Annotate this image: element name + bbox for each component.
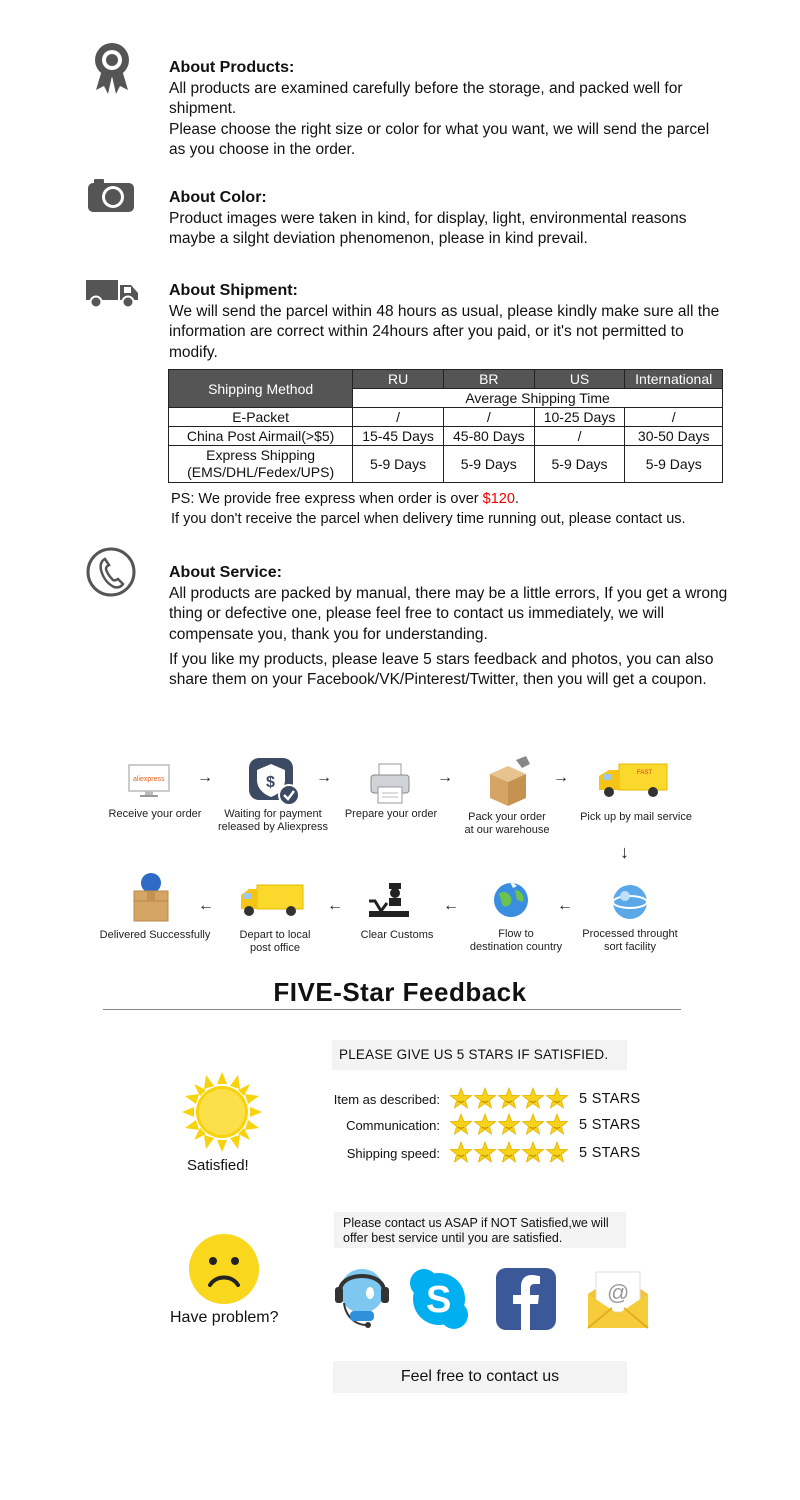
customs-icon <box>367 881 411 924</box>
products-title: About Products: <box>169 59 295 76</box>
star-icon <box>499 1114 520 1134</box>
star-icon <box>523 1088 544 1108</box>
rating-value: 5 STARS <box>579 1145 641 1161</box>
step-waiting-payment <box>208 808 338 834</box>
step-flow-destination <box>451 928 581 954</box>
table-cell: 5-9 Days <box>534 446 625 483</box>
monitor-icon <box>128 764 170 803</box>
products-line-1: All products are examined carefully before the storage, and packed well for shipment. <box>169 80 683 118</box>
delivery-truck-icon <box>597 762 669 805</box>
email-icon[interactable] <box>586 1268 650 1335</box>
shipment-title: About Shipment: <box>169 282 298 299</box>
products-text <box>169 79 729 160</box>
feedback-title: FIVE-Star Feedback <box>273 977 527 1007</box>
step-line: Depart to local <box>239 929 311 941</box>
table-cell: 45-80 Days <box>443 427 534 446</box>
flow-arrow-right: → <box>553 769 569 786</box>
rating-label: Communication: <box>346 1118 440 1133</box>
service-title: About Service: <box>169 564 282 581</box>
truck-brand-text: FAST <box>637 770 653 776</box>
flow-arrow-right: → <box>437 769 453 786</box>
contact-banner <box>334 1212 626 1248</box>
delivered-box-icon <box>130 871 172 928</box>
feedback-banner <box>332 1040 627 1070</box>
step-line: at our warehouse <box>464 824 550 836</box>
problem-label: Have problem? <box>170 1309 279 1326</box>
star-icon <box>451 1088 472 1108</box>
table-cell: 5-9 Days <box>353 446 444 483</box>
star-rating-row <box>449 1087 569 1116</box>
star-icon <box>523 1114 544 1134</box>
step-line: Receive your order <box>108 808 202 820</box>
table-row <box>169 408 723 427</box>
table-cell: / <box>443 408 534 427</box>
table-header-international: International <box>625 370 723 389</box>
sun-icon <box>182 1072 262 1157</box>
color-text: Product images were taken in kind, for display, light, environmental reasons maybe a silght deviation phenomenon, please in kind prevail. <box>169 210 687 248</box>
table-cell-method: China Post Airmail(>$5) <box>169 427 353 446</box>
flow-arrow-left: ← <box>198 897 214 914</box>
star-icon <box>523 1142 544 1162</box>
star-icon <box>547 1114 568 1134</box>
award-ribbon-icon <box>92 42 132 99</box>
table-row <box>169 446 723 483</box>
step-line: Clear Customs <box>360 929 434 941</box>
contact-banner-text <box>343 1216 609 1246</box>
flow-arrow-right: → <box>316 769 332 786</box>
table-cell: 30-50 Days <box>625 427 723 446</box>
star-icon <box>475 1088 496 1108</box>
star-icon <box>499 1088 520 1108</box>
step-pick-up <box>571 811 701 824</box>
star-icon <box>451 1114 472 1134</box>
globe-plane-icon <box>491 876 531 925</box>
table-row <box>169 427 723 446</box>
sort-facility-icon <box>611 883 649 926</box>
step-prepare-order <box>326 808 456 821</box>
step-line: post office <box>250 942 300 954</box>
customer-service-icon[interactable] <box>332 1263 392 1338</box>
svg-text:S: S <box>426 1279 452 1321</box>
step-line: destination country <box>469 941 563 953</box>
table-cell: / <box>625 408 723 427</box>
ps-prefix: PS: We provide free express when order is over <box>171 491 483 507</box>
table-cell: 10-25 Days <box>534 408 625 427</box>
rating-label: Item as described: <box>333 1092 440 1107</box>
feedback-banner-text: PLEASE GIVE US 5 STARS IF SATISFIED. <box>339 1047 609 1062</box>
table-subheader: Average Shipping Time <box>353 389 723 408</box>
table-cell: / <box>534 427 625 446</box>
star-icon <box>547 1088 568 1108</box>
color-title: About Color: <box>169 189 267 206</box>
contact-line-2: offer best service until you are satisfied. <box>343 1231 563 1245</box>
star-rating-row <box>449 1113 569 1142</box>
table-header-ru: RU <box>353 370 444 389</box>
rating-value: 5 STARS <box>579 1117 641 1133</box>
shipping-table <box>168 369 723 483</box>
monitor-brand-text: aliexpress <box>133 776 165 783</box>
products-line-2: Please choose the right size or color for what you want, we will send the parcel as you choose in the order. <box>169 120 710 158</box>
table-cell: 15-45 Days <box>353 427 444 446</box>
printer-icon <box>370 763 410 810</box>
step-line: released by Aliexpress <box>217 821 329 833</box>
ps-suffix: . <box>514 491 519 507</box>
camera-icon <box>88 178 134 217</box>
svg-text:$: $ <box>266 774 275 791</box>
satisfied-label: Satisfied! <box>187 1157 249 1174</box>
ps-amount: $120 <box>482 491 515 507</box>
step-line: Flow to <box>498 928 534 940</box>
step-line: Pick up by mail service <box>580 811 692 823</box>
sad-face-icon <box>188 1233 260 1310</box>
truck-icon <box>86 280 138 313</box>
flow-arrow-left: ← <box>557 897 573 914</box>
flow-arrow-left: ← <box>327 897 343 914</box>
table-cell-method: E-Packet <box>169 408 353 427</box>
shipment-text: We will send the parcel within 48 hours as usual, please kindly make sure all the information are correct within 24hours after you paid, or it's not permitted to modify. <box>169 303 720 361</box>
method-line-1: Express Shipping <box>206 447 316 463</box>
flow-arrow-down: ↓ <box>620 842 629 862</box>
step-clear-customs <box>332 929 462 942</box>
ps-note-2: If you don't receive the parcel when delivery time running out, please contact us. <box>171 511 686 527</box>
star-icon <box>499 1142 520 1162</box>
table-cell-method <box>169 446 353 483</box>
skype-icon[interactable] <box>409 1268 469 1335</box>
flow-arrow-right: → <box>197 769 213 786</box>
step-line: Pack your order <box>468 811 546 823</box>
star-icon <box>547 1142 568 1162</box>
flow-arrow-left: ← <box>443 897 459 914</box>
phone-icon <box>85 546 137 603</box>
step-line: sort facility <box>604 941 656 953</box>
table-cell: 5-9 Days <box>625 446 723 483</box>
service-text-1: All products are packed by manual, there may be a little errors, If you get a wrong thing or defective one, please feel free to contact us immediately, we will compensate you, thank you for understanding. <box>169 585 728 643</box>
step-line: Prepare your order <box>344 808 438 820</box>
table-header-br: BR <box>443 370 534 389</box>
local-truck-icon <box>239 883 305 924</box>
step-sort-facility <box>565 928 695 954</box>
step-receive-order <box>90 808 220 821</box>
facebook-icon[interactable] <box>496 1268 556 1335</box>
step-depart-local <box>210 929 340 955</box>
table-cell: / <box>353 408 444 427</box>
star-icon <box>475 1114 496 1134</box>
package-box-icon <box>486 756 532 813</box>
contact-footer-bar <box>333 1361 627 1393</box>
feedback-divider <box>103 1009 681 1010</box>
svg-text:@: @ <box>607 1280 630 1305</box>
step-pack-order <box>442 811 572 837</box>
table-header-method: Shipping Method <box>169 370 353 408</box>
table-cell: 5-9 Days <box>443 446 534 483</box>
step-line: Waiting for payment <box>224 808 322 820</box>
table-header-us: US <box>534 370 625 389</box>
step-line: Processed throught <box>582 928 678 940</box>
ps-note <box>171 489 519 509</box>
rating-label: Shipping speed: <box>346 1146 440 1161</box>
contact-line-1: Please contact us ASAP if NOT Satisfied,we will <box>343 1216 609 1230</box>
service-text-2: If you like my products, please leave 5 stars feedback and photos, you can also share them on your Facebook/VK/Pinterest/Twitter, then you will get a coupon. <box>169 651 714 689</box>
step-delivered <box>90 929 220 942</box>
star-icon <box>475 1142 496 1162</box>
contact-footer-text: Feel free to contact us <box>400 1368 560 1385</box>
payment-shield-icon <box>247 756 301 813</box>
star-icon <box>451 1142 472 1162</box>
star-rating-row <box>449 1141 569 1170</box>
rating-value: 5 STARS <box>579 1091 641 1107</box>
step-line: Delivered Successfully <box>99 929 211 941</box>
method-line-2: (EMS/DHL/Fedex/UPS) <box>187 464 335 480</box>
